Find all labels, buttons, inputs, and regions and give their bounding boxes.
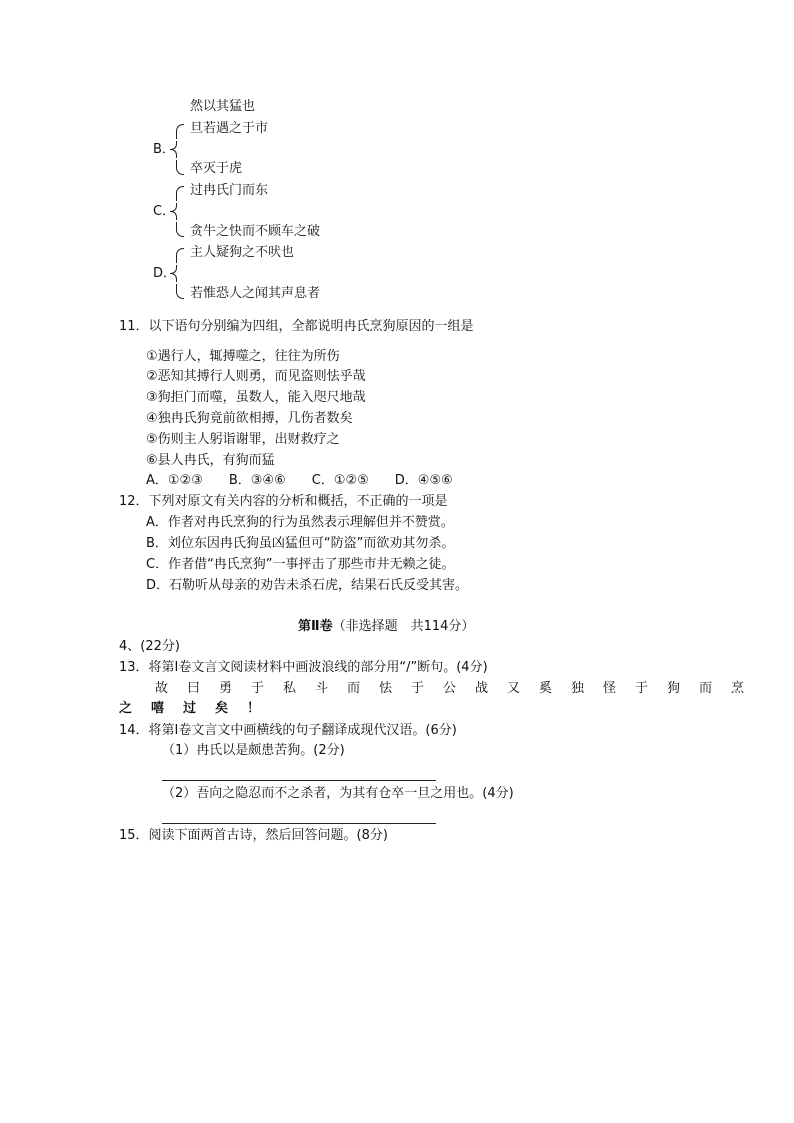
q14-answer-line-2[interactable] xyxy=(162,822,436,824)
brace-c-bottom xyxy=(176,222,184,237)
section-4-heading: 4、(22分) xyxy=(119,639,180,654)
q12-option-a: A．作者对冉氏烹狗的行为虽然表示理解但并不赞赏。 xyxy=(146,515,454,530)
q10-a-last-line: 然以其猛也 xyxy=(190,99,256,114)
q10-option-c-label: C． xyxy=(153,204,176,219)
q14-answer-line-1[interactable] xyxy=(162,779,436,781)
brace-d-bottom xyxy=(176,284,184,299)
q10-option-d-bottom: 若惟恐人之闻其声息者 xyxy=(190,286,321,301)
q11-item-5: ⑤伤则主人躬诣谢罪，出财救疗之 xyxy=(146,432,340,447)
q10-option-b-label: B． xyxy=(153,142,175,157)
brace-b-mid xyxy=(170,149,176,157)
q10-option-d-top: 主人疑狗之不吠也 xyxy=(190,245,295,260)
q13-stem: 13．将第Ⅰ卷文言文阅读材料中画波浪线的部分用“/”断句。(4分) xyxy=(119,660,488,675)
brace-d-mid xyxy=(170,273,176,281)
q12-option-c: C．作者借“冉氏烹狗”一事抨击了那些市井无赖之徒。 xyxy=(146,557,455,572)
q12-option-d: D．石勒听从母亲的劝告未杀石虎，结果石氏反受其害。 xyxy=(146,578,469,593)
q11-options: A．①②③ B．③④⑥ C．①②⑤ D．④⑤⑥ xyxy=(146,473,453,488)
q10-option-d-label: D． xyxy=(153,266,177,281)
q14-sub-1: （1）冉氏以是颇患苦狗。(2分) xyxy=(162,743,345,758)
q11-item-2: ②恶知其搏行人则勇，而见盗则怯乎哉 xyxy=(146,369,366,384)
q13-passage-line-1: 故曰勇于私斗而怯于公战又奚独怪于狗而烹 xyxy=(155,681,764,696)
q10-option-c-bottom: 贪牛之快而不顾车之破 xyxy=(190,224,321,239)
part2-title-bold: 第Ⅱ卷 xyxy=(298,619,333,634)
brace-c-mid xyxy=(170,211,176,219)
part2-title-rest: （非选择题 共114分） xyxy=(332,619,475,634)
part2-title xyxy=(298,618,474,636)
q14-stem: 14．将第Ⅰ卷文言文中画横线的句子翻译成现代汉语。(6分) xyxy=(119,723,457,738)
brace-c-top xyxy=(176,186,184,201)
q11-item-1: ①遇行人，辄搏噬之，往往为所伤 xyxy=(146,349,340,364)
q11-stem: 11．以下语句分别编为四组，全都说明冉氏烹狗原因的一组是 xyxy=(119,319,474,334)
q11-item-3: ③狗拒门而噬，虽数人，能入咫尺地哉 xyxy=(146,390,366,405)
q13-passage-line-2: 之嘻过矣！ xyxy=(119,701,280,716)
q11-item-4: ④独冉氏狗竟前欲相搏，几伤者数矣 xyxy=(146,411,353,426)
q15-stem: 15．阅读下面两首古诗，然后回答问题。(8分) xyxy=(119,828,388,843)
brace-d-top xyxy=(176,248,184,263)
q14-sub-2: （2）吾向之隐忍而不之杀者，为其有仓卒一旦之用也。(4分) xyxy=(162,786,514,801)
q10-option-b-top: 旦若遇之于市 xyxy=(190,121,269,136)
q10-option-c-top: 过冉氏门而东 xyxy=(190,183,269,198)
q12-stem: 12．下列对原文有关内容的分析和概括，不正确的一项是 xyxy=(119,494,448,509)
q11-item-6: ⑥县人冉氏，有狗而猛 xyxy=(146,453,275,468)
brace-b-bottom xyxy=(176,160,184,175)
q12-option-b: B．刘位东因冉氏狗虽凶猛但可“防盗”而欲劝其勿杀。 xyxy=(146,536,455,551)
brace-b-top xyxy=(176,124,184,139)
q10-option-b-bottom: 卒灭于虎 xyxy=(190,161,243,176)
